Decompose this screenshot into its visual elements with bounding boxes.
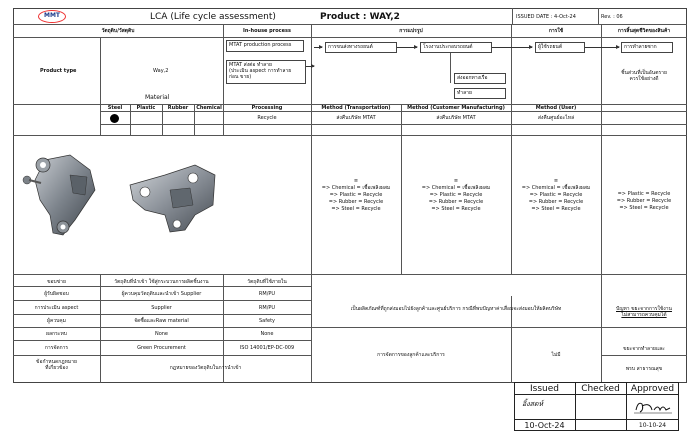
steel-selected-dot <box>110 114 119 123</box>
end-mgmt-1: ขยะจากทำลายและ <box>623 346 665 352</box>
disposal-box: การทำลายซาก <box>621 42 673 53</box>
approved-header: Approved <box>630 384 675 394</box>
end-of-life-note: ชิ้นส่วนที่เป็นอันตราย ควรใช้อย่างดี <box>621 70 667 82</box>
material-col-steel: Steel <box>107 105 123 111</box>
material-col-chemical: Chemical <box>196 105 222 111</box>
issued-header: Issued <box>530 384 559 394</box>
end-of-life-header: การสิ้นสุดชีวิตของสินค้า <box>617 28 671 34</box>
customer-factory-box: โรงงานประกอบรถยนต์ <box>420 42 492 53</box>
page-title: LCA (Life cycle assessment) <box>150 12 276 22</box>
usage-header: การใช้ <box>548 28 564 34</box>
product-title: Product : WAY,2 <box>320 12 400 22</box>
user-recycle-list: ≡ => Chemical = เชื้อเพลิงผสม => Plastic = Recycle => Rubber = Recycle => Steel = Recycle <box>521 178 591 212</box>
row-management-a: Green Procurement <box>137 345 186 351</box>
end-of-life-problem-note: ปัญหา ขยะจากการใช้งาน ไม่สามารถควบคุมได้ <box>616 306 672 318</box>
product-type-label: Product type <box>40 68 77 74</box>
customer-recycle-list: ≡ => Chemical = เชื้อเพลิงผสม => Plastic = Recycle => Rubber = Recycle => Steel = Recycle <box>421 178 491 212</box>
transport-box: การขนส่งทางรถยนต์ <box>325 42 397 53</box>
row-controller-a: จัดซื้อและRaw material <box>134 318 189 324</box>
issued-signoff-date: 10-Oct-24 <box>524 421 565 430</box>
row-owner-b: RM/PU <box>258 291 276 297</box>
logo-text: MMT <box>43 12 61 19</box>
user-value: ส่งคืนศูนย์อะไหล่ <box>537 115 575 121</box>
usage-none: ไม่มี <box>551 352 561 358</box>
row-law-label: ข้อกำหนดกฎหมาย ที่เกี่ยวข้อง <box>36 359 77 371</box>
raw-material-header: วัตถุดิบ/วัสดุดิบ <box>101 28 135 34</box>
material-col-plastic: Plastic <box>136 105 156 111</box>
material-col-rubber: Rubber <box>167 105 189 111</box>
car-user-box: ผู้ใช้รถยนต์ <box>535 42 585 53</box>
row-management-b: ISO 14001/EP-DC-009 <box>239 345 295 351</box>
row-aspect-b: RM/PU <box>258 305 276 311</box>
row-aspect-label: การประเมิน aspect <box>34 305 79 311</box>
customer-value: ส่งคืนบริษัท MTAT <box>436 115 476 121</box>
user-col: Method (User) <box>535 105 577 111</box>
product-type-value: Way,2 <box>153 68 169 74</box>
row-owner-label: ผู้รับผิดชอบ <box>44 291 69 297</box>
end-of-life-recycle-list: => Plastic = Recycle => Rubber = Recycle => Steel = Recycle <box>616 191 672 211</box>
transport-value: ส่งคืนบริษัท MTAT <box>336 115 376 121</box>
row-impact-b: None <box>260 331 274 337</box>
row-impact-label: ผลกระทบ <box>46 331 67 337</box>
processing-col: Processing <box>251 105 283 111</box>
part-photo-1 <box>15 145 110 240</box>
approved-signoff-date: 10-10-24 <box>638 422 667 429</box>
approved-signature <box>632 398 674 416</box>
row-controller-b: Safety <box>259 318 275 324</box>
processing-header: การแปรรูป <box>399 28 423 34</box>
material-label: Material <box>145 94 170 101</box>
transport-recycle-list: ≡ => Chemical = เชื้อเพลิงผสม => Plastic = Recycle => Rubber = Recycle => Steel = Recycle <box>321 178 391 212</box>
internal-material-header: วัตถุดิบที่ใช้ภายใน <box>247 279 287 285</box>
issued-signature: อิ้งสตห์ <box>522 400 544 408</box>
row-owner-a: ผู้ควบคุมวัตถุดิบและนำเข้า Supplier <box>121 291 202 297</box>
part-photo-2 <box>125 160 220 235</box>
row-controller-label: ผู้ควบคุม <box>47 318 66 324</box>
processing-management: การจัดการของลูกค้าและบริการ <box>377 352 445 358</box>
merged-processing-note: เป็นผลิตภัณฑ์ที่ถูกส่งมอบไปยังลูกค้าและศูนย์บริการ กรณีที่พบปัญหาค่าเสื่อมจะส่งมอบให้ผลิตบริษัท <box>350 306 562 312</box>
row-impact-a: None <box>154 331 169 337</box>
row-law-a: กฎหมายของวัตถุดิบในการนำเข้า <box>169 365 242 371</box>
row-management-label: การจัดการ <box>44 345 69 351</box>
revision: Rev. : 06 <box>601 14 623 20</box>
end-mgmt-2: พรบ สาธารณสุข <box>625 366 663 372</box>
in-house-header: In-house process <box>243 28 291 34</box>
processing-value: Recycle <box>257 115 277 121</box>
mtat-dispose-box: MTAT ส่งต่อ ทำลาย (ประเมิน aspect การทำลาย ก่อน ขาย) <box>226 60 306 84</box>
customer-col: Method (Customer Manufacturing) <box>407 105 505 111</box>
checked-header: Checked <box>581 384 620 394</box>
transport-col: Method (Transportation) <box>321 105 391 111</box>
issued-date: ISSUED DATE : 4-Oct-24 <box>516 14 576 20</box>
import-material-header: วัตถุดิบที่นำเข้า ใช้สู่กระบวนการผลิตชิ้นงาน <box>114 279 209 285</box>
ship-transport-box: ส่งออกทางเรือ <box>454 73 506 84</box>
destroy-box: ทำลาย <box>454 88 506 99</box>
scope-header: ขอบข่าย <box>47 279 66 285</box>
row-aspect-a: Supplier <box>151 305 172 311</box>
mtat-production-box: MTAT production process <box>226 40 304 52</box>
